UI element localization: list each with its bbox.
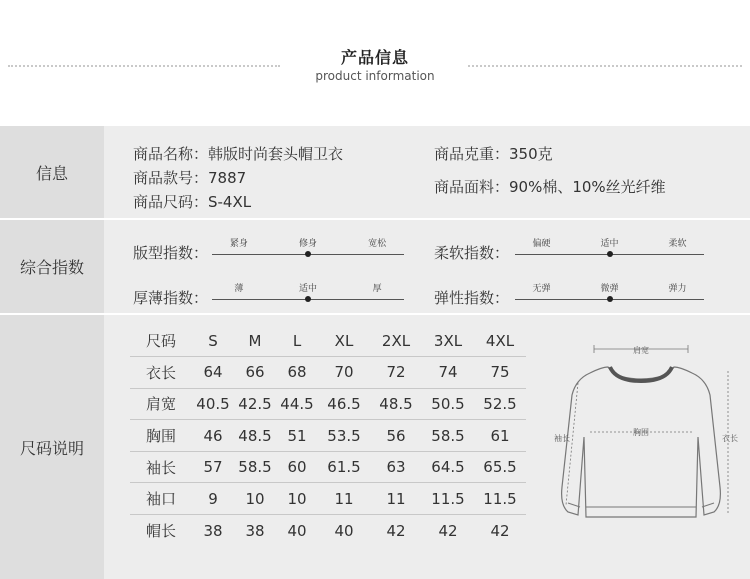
elasticity-tick-label: 微弹 xyxy=(600,284,619,294)
size-cell: L xyxy=(276,325,318,357)
elasticity-index-scale xyxy=(515,277,704,307)
product-size-range: 商品尺码：S-4XL xyxy=(133,193,252,211)
chest-measure-label: 胸围 xyxy=(633,428,649,437)
thickness-index-label: 厚薄指数： xyxy=(133,289,209,307)
size-row-header: 衣长 xyxy=(130,357,192,389)
product-weight: 商品克重：350克 xyxy=(434,145,553,163)
size-cell: 64 xyxy=(192,357,234,389)
size-cell: S xyxy=(192,325,234,357)
size-cell: 51 xyxy=(276,420,318,452)
page-title: 产品信息 xyxy=(340,48,409,67)
size-cell: 72 xyxy=(370,357,422,389)
size-cell: 38 xyxy=(203,521,223,540)
fit-selected-marker xyxy=(305,251,311,257)
size-cell: 56 xyxy=(370,420,422,452)
size-cell: 61 xyxy=(474,420,526,452)
sleeve-measure-label: 袖长 xyxy=(554,434,570,443)
table-row xyxy=(130,357,526,389)
size-cell: 75 xyxy=(474,357,526,389)
size-cell: 11.5 xyxy=(422,483,474,515)
index-section-label: 综合指数 xyxy=(0,220,104,313)
size-cell: 53.5 xyxy=(318,420,370,452)
size-cell: 38 xyxy=(245,521,265,540)
size-cell: 48.5 xyxy=(370,388,422,420)
size-row-header: 帽长 xyxy=(145,522,176,541)
size-cell: 40 xyxy=(287,521,307,540)
product-name: 商品名称：韩版时尚套头帽卫衣 xyxy=(133,145,344,163)
size-cell: 42 xyxy=(386,521,406,540)
elasticity-selected-marker xyxy=(607,296,613,302)
size-cell: 4XL xyxy=(474,325,526,357)
size-cell: 60 xyxy=(276,451,318,483)
size-row-header: 胸围 xyxy=(130,420,192,452)
dotted-divider-right xyxy=(468,65,742,67)
softness-index-scale xyxy=(515,232,704,262)
page-subtitle: product information xyxy=(315,69,435,83)
size-cell: 42.5 xyxy=(234,388,276,420)
product-number: 商品款号：7887 xyxy=(133,169,247,187)
elasticity-index-label: 弹性指数： xyxy=(434,289,510,307)
fit-tick-label: 紧身 xyxy=(229,239,248,249)
size-cell: 42 xyxy=(438,521,458,540)
size-cell: 11 xyxy=(370,483,422,515)
table-row xyxy=(130,483,526,515)
info-section xyxy=(0,126,750,218)
size-cell: 11.5 xyxy=(474,483,526,515)
size-cell: 61.5 xyxy=(318,451,370,483)
size-cell: 10 xyxy=(276,483,318,515)
softness-selected-marker xyxy=(607,251,613,257)
sweater-outline-icon xyxy=(548,337,744,527)
softness-index-label: 柔软指数： xyxy=(434,244,510,262)
softness-tick-label: 柔软 xyxy=(668,239,687,249)
size-cell: 46.5 xyxy=(318,388,370,420)
elasticity-tick-label: 弹力 xyxy=(668,284,687,294)
garment-diagram xyxy=(548,337,744,527)
size-row-header: 袖口 xyxy=(130,483,192,515)
size-section-label: 尺码说明 xyxy=(0,315,104,579)
size-row-header: 肩宽 xyxy=(130,388,192,420)
size-cell: 70 xyxy=(318,357,370,389)
size-cell: 40 xyxy=(334,521,354,540)
thickness-tick-label: 薄 xyxy=(234,284,244,294)
size-cell: 64.5 xyxy=(422,451,474,483)
fit-index-scale xyxy=(212,232,404,262)
fit-index-label: 版型指数： xyxy=(133,244,209,262)
size-cell: M xyxy=(234,325,276,357)
size-cell: 68 xyxy=(276,357,318,389)
size-cell: 63 xyxy=(370,451,422,483)
thickness-index-scale xyxy=(212,277,404,307)
section-header xyxy=(0,0,750,126)
fit-tick-label: 宽松 xyxy=(368,239,387,249)
size-cell: XL xyxy=(318,325,370,357)
length-measure-label: 衣长 xyxy=(722,434,738,443)
size-row-header: 袖长 xyxy=(130,451,192,483)
product-fabric: 商品面料：90%棉、10%丝光纤维 xyxy=(434,178,666,196)
table-row xyxy=(130,388,526,420)
size-cell: 58.5 xyxy=(234,451,276,483)
size-cell: 42 xyxy=(490,521,510,540)
size-cell: 46 xyxy=(192,420,234,452)
size-cell: 48.5 xyxy=(234,420,276,452)
softness-tick-label: 适中 xyxy=(600,239,619,249)
softness-tick-label: 偏硬 xyxy=(532,239,551,249)
size-cell: 44.5 xyxy=(276,388,318,420)
thickness-tick-label: 适中 xyxy=(298,284,318,294)
fit-tick-label: 修身 xyxy=(298,239,318,249)
shoulder-measure-label: 肩宽 xyxy=(633,346,649,355)
size-cell: 11 xyxy=(318,483,370,515)
size-table xyxy=(130,325,526,546)
thickness-tick-label: 厚 xyxy=(372,284,382,294)
size-cell: 3XL xyxy=(422,325,474,357)
size-cell: 58.5 xyxy=(422,420,474,452)
size-cell: 2XL xyxy=(370,325,422,357)
size-cell: 52.5 xyxy=(474,388,526,420)
size-cell: 40.5 xyxy=(192,388,234,420)
size-cell: 9 xyxy=(192,483,234,515)
size-cell: 50.5 xyxy=(422,388,474,420)
size-table-header xyxy=(130,325,526,357)
size-row-header: 尺码 xyxy=(130,325,192,357)
size-cell: 74 xyxy=(422,357,474,389)
size-cell: 65.5 xyxy=(474,451,526,483)
table-row xyxy=(130,515,526,547)
elasticity-tick-label: 无弹 xyxy=(532,284,551,294)
size-cell: 66 xyxy=(234,357,276,389)
info-section-label: 信息 xyxy=(0,126,104,218)
table-row xyxy=(130,451,526,483)
size-cell: 57 xyxy=(192,451,234,483)
table-row xyxy=(130,420,526,452)
size-cell: 10 xyxy=(234,483,276,515)
thickness-selected-marker xyxy=(305,296,311,302)
